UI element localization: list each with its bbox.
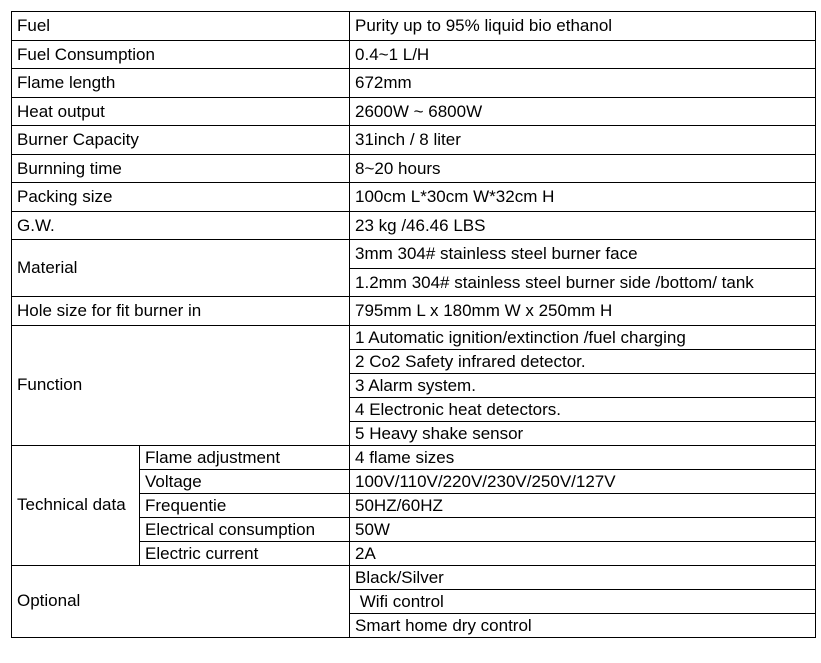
table-row bbox=[12, 297, 816, 326]
row-value-burning-time: 8~20 hours bbox=[350, 154, 816, 183]
row-value-burner-capacity: 31inch / 8 liter bbox=[350, 126, 816, 155]
row-value-fuel: Purity up to 95% liquid bio ethanol bbox=[350, 12, 816, 41]
row-value-fuel-consumption: 0.4~1 L/H bbox=[350, 40, 816, 69]
tech-value-electrical-consumption: 50W bbox=[350, 517, 816, 541]
table-row bbox=[12, 240, 816, 269]
tech-label-frequency: Frequentie bbox=[140, 493, 350, 517]
row-label-fuel: Fuel bbox=[12, 12, 350, 41]
row-value-function-4: 4 Electronic heat detectors. bbox=[350, 397, 816, 421]
table-row bbox=[12, 154, 816, 183]
table-row bbox=[12, 40, 816, 69]
table-row bbox=[12, 445, 816, 469]
row-value-flame-length: 672mm bbox=[350, 69, 816, 98]
row-value-optional-2: Wifi control bbox=[350, 589, 816, 613]
tech-label-flame-adjustment: Flame adjustment bbox=[140, 445, 350, 469]
row-label-fuel-consumption: Fuel Consumption bbox=[12, 40, 350, 69]
row-label-function: Function bbox=[12, 325, 350, 445]
row-label-optional: Optional bbox=[12, 565, 350, 637]
row-label-technical-data: Technical data bbox=[12, 445, 140, 565]
row-value-function-3: 3 Alarm system. bbox=[350, 373, 816, 397]
row-value-material-2: 1.2mm 304# stainless steel burner side /bottom/ tank bbox=[350, 268, 816, 297]
table-row bbox=[12, 97, 816, 126]
table-row bbox=[12, 126, 816, 155]
tech-value-frequency: 50HZ/60HZ bbox=[350, 493, 816, 517]
tech-value-voltage: 100V/110V/220V/230V/250V/127V bbox=[350, 469, 816, 493]
row-value-optional-1: Black/Silver bbox=[350, 565, 816, 589]
row-label-flame-length: Flame length bbox=[12, 69, 350, 98]
row-label-burning-time: Burnning time bbox=[12, 154, 350, 183]
row-value-function-1: 1 Automatic ignition/extinction /fuel charging bbox=[350, 325, 816, 349]
row-label-burner-capacity: Burner Capacity bbox=[12, 126, 350, 155]
tech-label-electric-current: Electric current bbox=[140, 541, 350, 565]
row-value-hole-size: 795mm L x 180mm W x 250mm H bbox=[350, 297, 816, 326]
tech-label-voltage: Voltage bbox=[140, 469, 350, 493]
row-label-gross-weight: G.W. bbox=[12, 211, 350, 240]
table-row bbox=[12, 69, 816, 98]
tech-value-electric-current: 2A bbox=[350, 541, 816, 565]
table-row bbox=[12, 183, 816, 212]
row-value-heat-output: 2600W ~ 6800W bbox=[350, 97, 816, 126]
row-value-packing-size: 100cm L*30cm W*32cm H bbox=[350, 183, 816, 212]
row-label-packing-size: Packing size bbox=[12, 183, 350, 212]
table-row bbox=[12, 565, 816, 589]
tech-label-electrical-consumption: Electrical consumption bbox=[140, 517, 350, 541]
spec-table bbox=[11, 11, 816, 638]
row-value-function-5: 5 Heavy shake sensor bbox=[350, 421, 816, 445]
row-label-heat-output: Heat output bbox=[12, 97, 350, 126]
row-label-hole-size: Hole size for fit burner in bbox=[12, 297, 350, 326]
row-value-function-2: 2 Co2 Safety infrared detector. bbox=[350, 349, 816, 373]
table-row bbox=[12, 211, 816, 240]
table-row bbox=[12, 12, 816, 41]
row-value-material-1: 3mm 304# stainless steel burner face bbox=[350, 240, 816, 269]
row-value-gross-weight: 23 kg /46.46 LBS bbox=[350, 211, 816, 240]
row-value-optional-3: Smart home dry control bbox=[350, 613, 816, 637]
table-row bbox=[12, 325, 816, 349]
row-label-material: Material bbox=[12, 240, 350, 297]
tech-value-flame-adjustment: 4 flame sizes bbox=[350, 445, 816, 469]
